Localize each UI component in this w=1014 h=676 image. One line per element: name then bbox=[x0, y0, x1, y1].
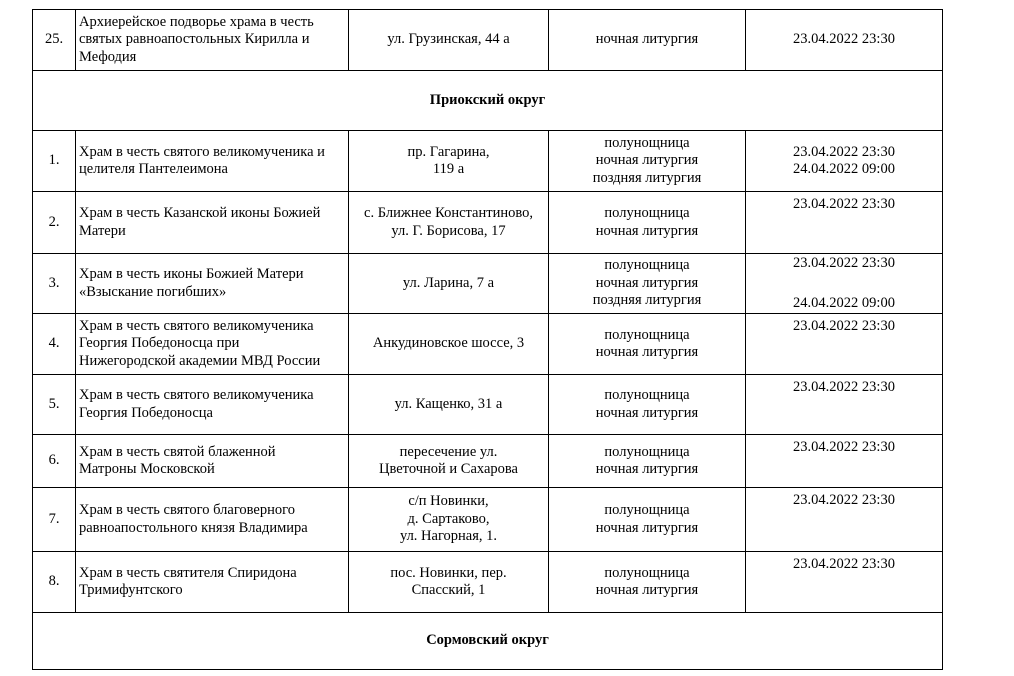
address-line: Цветочной и Сахарова bbox=[379, 461, 518, 477]
row-number: 4. bbox=[33, 314, 76, 375]
church-name bbox=[76, 375, 349, 435]
church-name-line: Храм в честь иконы Божией Матери bbox=[79, 266, 304, 282]
service-time bbox=[746, 10, 943, 71]
church-name-line: Храм в честь святого благоверного bbox=[79, 502, 295, 518]
service-item: ночная литургия bbox=[595, 344, 699, 360]
service-item: ночная литургия bbox=[595, 222, 699, 239]
church-name-line: Храм в честь святой блаженной bbox=[79, 443, 276, 460]
time-item: 23.04.2022 23:30 bbox=[793, 31, 895, 48]
service-time bbox=[746, 435, 943, 488]
service-item: полунощница bbox=[604, 387, 690, 403]
church-name-line: целителя Пантелеимона bbox=[79, 161, 228, 177]
address-line: пр. Гагарина, bbox=[407, 143, 490, 160]
church-name-line: Нижегородской академии МВД России bbox=[79, 352, 321, 369]
church-name bbox=[76, 192, 349, 254]
service-list bbox=[549, 375, 746, 435]
time-item: 23.04.2022 23:30 bbox=[793, 318, 895, 334]
service-time bbox=[746, 375, 943, 435]
row-number: 6. bbox=[33, 435, 76, 488]
time-item: 24.04.2022 09:00 bbox=[793, 295, 895, 311]
table-row bbox=[33, 488, 943, 552]
address-line: Спасский, 1 bbox=[411, 582, 486, 598]
church-name bbox=[76, 10, 349, 71]
church-name-line: «Взыскание погибших» bbox=[79, 283, 227, 300]
service-item: полунощница bbox=[604, 326, 690, 343]
row-number: 7. bbox=[33, 488, 76, 552]
time-item: 23.04.2022 23:30 bbox=[793, 492, 895, 508]
service-item: полунощница bbox=[604, 502, 690, 518]
address-line: 119 а bbox=[432, 161, 465, 177]
church-address bbox=[349, 131, 549, 192]
church-address bbox=[349, 192, 549, 254]
address-line: ул. Грузинская, 44 а bbox=[387, 31, 510, 48]
church-name-line: Храм в честь святого великомученика bbox=[79, 387, 314, 403]
service-time bbox=[746, 254, 943, 314]
time-item: 23.04.2022 23:30 bbox=[793, 254, 895, 271]
church-name-line: Архиерейское подворье храма в честь bbox=[79, 13, 314, 30]
address-line: д. Сартаково, bbox=[407, 510, 490, 527]
schedule-table-body bbox=[33, 10, 943, 670]
time-item: 23.04.2022 23:30 bbox=[793, 143, 895, 160]
time-item: 23.04.2022 23:30 bbox=[793, 379, 895, 395]
table-row bbox=[33, 254, 943, 314]
service-list bbox=[549, 192, 746, 254]
church-name bbox=[76, 435, 349, 488]
service-item: ночная литургия bbox=[595, 31, 699, 48]
church-name-line: Георгия Победоносца bbox=[79, 404, 213, 421]
address-line: Анкудиновское шоссе, 3 bbox=[372, 335, 525, 352]
service-time bbox=[746, 131, 943, 192]
table-row bbox=[33, 131, 943, 192]
church-address bbox=[349, 552, 549, 613]
row-number: 1. bbox=[33, 131, 76, 192]
service-item: ночная литургия bbox=[595, 519, 699, 536]
service-time bbox=[746, 488, 943, 552]
church-address bbox=[349, 488, 549, 552]
table-row bbox=[33, 10, 943, 71]
service-item: полунощница bbox=[604, 257, 690, 274]
district-header-row bbox=[33, 613, 943, 670]
district-header-row bbox=[33, 71, 943, 131]
time-item: 23.04.2022 23:30 bbox=[793, 439, 895, 455]
time-item: 24.04.2022 09:00 bbox=[793, 161, 895, 177]
church-address bbox=[349, 10, 549, 71]
service-list bbox=[549, 488, 746, 552]
church-name-line: Георгия Победоносца при bbox=[79, 335, 240, 352]
church-address bbox=[349, 254, 549, 314]
service-list bbox=[549, 131, 746, 192]
church-name bbox=[76, 488, 349, 552]
address-line: с. Ближнее Константиново, bbox=[364, 205, 533, 221]
service-item: полунощница bbox=[604, 134, 690, 151]
table-row bbox=[33, 375, 943, 435]
church-name-line: Мефодия bbox=[79, 48, 137, 65]
address-line: ул. Кащенко, 31 а bbox=[394, 395, 503, 412]
church-name-line: Храм в честь святителя Спиридона bbox=[79, 564, 297, 581]
district-title: Сормовский округ bbox=[33, 613, 943, 670]
church-name-line: Храм в честь Казанской иконы Божией bbox=[79, 205, 321, 221]
service-time bbox=[746, 192, 943, 254]
service-list bbox=[549, 10, 746, 71]
service-item: ночная литургия bbox=[595, 582, 699, 598]
time-item: 23.04.2022 23:30 bbox=[793, 556, 895, 572]
church-name bbox=[76, 552, 349, 613]
table-row bbox=[33, 435, 943, 488]
church-address bbox=[349, 435, 549, 488]
service-item: поздняя литургия bbox=[592, 292, 702, 309]
schedule-table bbox=[32, 9, 943, 670]
service-item: ночная литургия bbox=[595, 404, 699, 421]
address-line: пос. Новинки, пер. bbox=[390, 564, 507, 581]
church-name-line: Храм в честь святого великомученика bbox=[79, 317, 314, 334]
church-name-line: святых равноапостольных Кирилла и bbox=[79, 31, 310, 48]
church-name-line: Матроны Московской bbox=[79, 461, 215, 477]
church-name-line: равноапостольного князя Владимира bbox=[79, 519, 308, 536]
address-line: с/п Новинки, bbox=[408, 493, 489, 510]
district-title: Приокский округ bbox=[33, 71, 943, 131]
service-list bbox=[549, 552, 746, 613]
row-number: 8. bbox=[33, 552, 76, 613]
service-time bbox=[746, 314, 943, 375]
row-number: 2. bbox=[33, 192, 76, 254]
row-number: 5. bbox=[33, 375, 76, 435]
church-address bbox=[349, 314, 549, 375]
church-address bbox=[349, 375, 549, 435]
service-item: поздняя литургия bbox=[592, 169, 702, 186]
church-name bbox=[76, 314, 349, 375]
church-name-line: Матери bbox=[79, 222, 126, 239]
church-name bbox=[76, 254, 349, 314]
service-item: полунощница bbox=[604, 564, 690, 581]
address-line: ул. Нагорная, 1. bbox=[399, 528, 498, 545]
table-row bbox=[33, 192, 943, 254]
table-row bbox=[33, 552, 943, 613]
table-row bbox=[33, 314, 943, 375]
church-name bbox=[76, 131, 349, 192]
service-item: ночная литургия bbox=[595, 152, 699, 169]
service-list bbox=[549, 314, 746, 375]
service-list bbox=[549, 254, 746, 314]
address-line: пересечение ул. bbox=[399, 443, 498, 460]
address-line: ул. Ларина, 7 а bbox=[402, 274, 495, 291]
service-list bbox=[549, 435, 746, 488]
row-number: 3. bbox=[33, 254, 76, 314]
service-time bbox=[746, 552, 943, 613]
church-name-line: Храм в честь святого великомученика и bbox=[79, 143, 325, 160]
row-number: 25. bbox=[33, 10, 76, 71]
service-item: ночная литургия bbox=[595, 461, 699, 477]
time-item: 23.04.2022 23:30 bbox=[793, 196, 895, 212]
service-time-stack bbox=[750, 255, 938, 313]
service-item: полунощница bbox=[604, 443, 690, 460]
service-item: ночная литургия bbox=[595, 274, 699, 291]
service-item: полунощница bbox=[604, 205, 690, 221]
church-name-line: Тримифунтского bbox=[79, 582, 183, 598]
address-line: ул. Г. Борисова, 17 bbox=[391, 222, 506, 239]
